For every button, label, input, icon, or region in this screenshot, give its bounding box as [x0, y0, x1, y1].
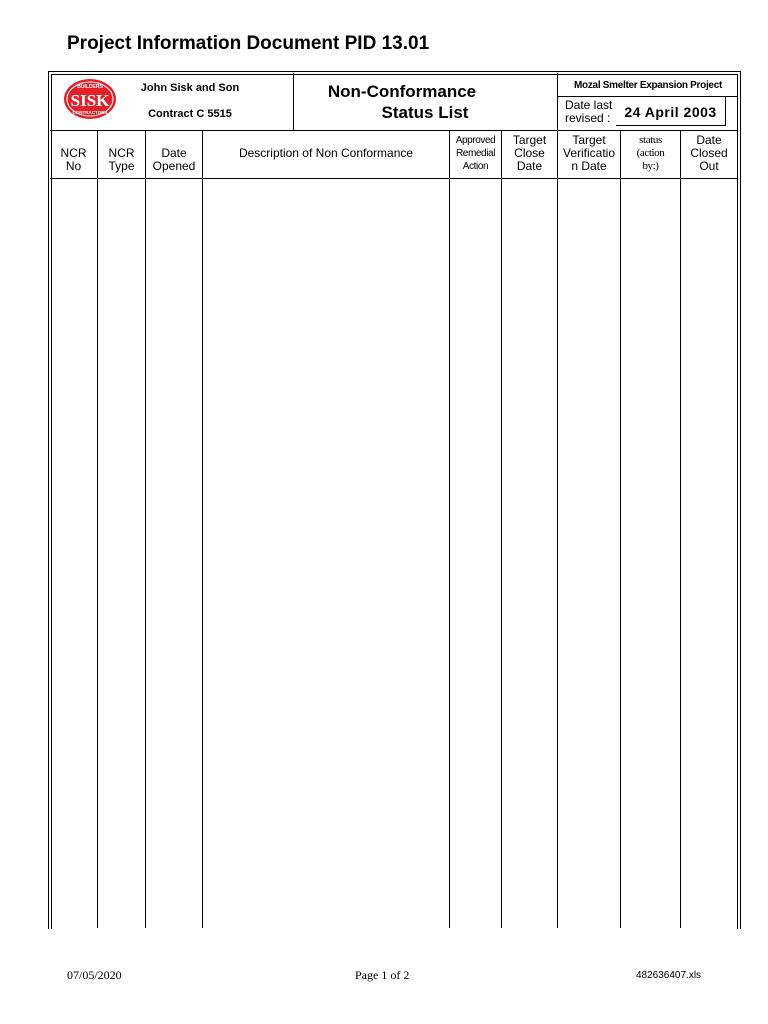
col-sep — [145, 131, 146, 928]
col-sep — [501, 131, 502, 928]
form-frame — [48, 71, 741, 929]
col-header-description: Description of Non Conformance — [238, 146, 414, 160]
contract-number: Contract C 5515 — [148, 108, 232, 120]
footer-page: Page 1 of 2 — [355, 968, 410, 982]
page-title: Project Information Document PID 13.01 — [67, 33, 430, 54]
col-header-date-closed: Date Closed Out — [690, 133, 728, 173]
form-title-line2: Status List — [381, 103, 469, 122]
project-name: Mozal Smelter Expansion Project — [574, 80, 722, 91]
col-sep — [97, 131, 98, 928]
col-sep — [202, 131, 203, 928]
col-header-ncr-type: NCR Type — [108, 146, 135, 173]
logo-top-text: BUILDERS — [77, 84, 103, 90]
col-header-remedial-action: Approved Remedial Action — [455, 135, 496, 172]
col-sep — [620, 131, 621, 928]
col-header-target-close: Target Close Date — [512, 133, 547, 173]
header-divider — [50, 130, 737, 131]
col-header-target-verification: Target Verificatio n Date — [562, 133, 616, 173]
footer-file: 482636407.xls — [636, 970, 702, 981]
col-sep — [449, 131, 450, 928]
col-sep — [557, 131, 558, 928]
company-name: John Sisk and Son — [140, 82, 240, 94]
col-sep — [680, 131, 681, 928]
revised-label: Date last revised : — [565, 98, 613, 125]
header-sep-2 — [557, 73, 558, 131]
col-header-date-opened: Date Opened — [152, 146, 196, 173]
col-header-status: status (action by:) — [636, 134, 665, 172]
footer-date: 07/05/2020 — [67, 968, 122, 982]
revised-date: 24 April 2003 — [616, 97, 726, 126]
col-header-ncr-no: NCR No — [60, 146, 87, 173]
logo-main-text: SISK — [70, 91, 110, 110]
column-header-divider — [50, 178, 737, 179]
sisk-logo — [63, 78, 117, 120]
form-title-line1: Non-Conformance — [327, 82, 477, 101]
logo-bottom-text: CONTRACTORS — [72, 110, 108, 115]
